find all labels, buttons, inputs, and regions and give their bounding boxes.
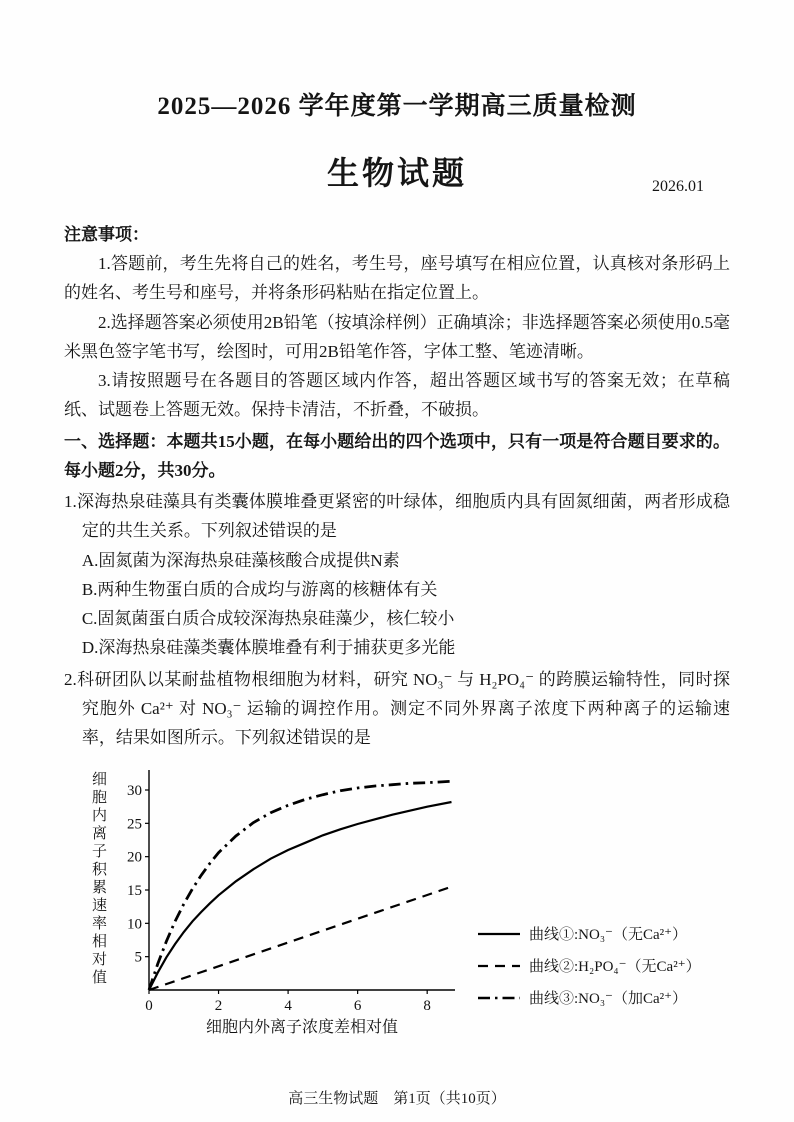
question-option-c: C.固氮菌蛋白质合成较深海热泉硅藻少，核仁较小 <box>81 609 455 629</box>
notice-item: 3.请按照题号在各题目的答题区域内作答，超出答题区域书写的答案无效；在草稿纸、试题卷上答题无效。保持卡清洁，不折叠，不破损。 <box>64 371 730 420</box>
svg-text:10: 10 <box>127 916 142 933</box>
notice-item: 1.答题前，考生先将自己的姓名，考生号，座号填写在相应位置，认真核对条形码上的姓名、考生号和座号，并将条形码粘贴在指定位置上。 <box>64 254 730 303</box>
svg-text:5: 5 <box>134 949 142 966</box>
dashed-line-icon <box>477 960 521 972</box>
legend-item-curve3 <box>477 987 701 1008</box>
legend-item-curve2 <box>477 955 701 976</box>
svg-text:30: 30 <box>127 783 142 800</box>
legend-label: 曲线②:H₂PO₄⁻（无Ca²⁺） <box>529 959 701 976</box>
solid-line-icon <box>477 928 521 940</box>
exam-date: 2026.01 <box>652 178 704 195</box>
ion-transport-chart <box>88 762 730 1038</box>
question-option-d: D.深海热泉硅藻类囊体膜堆叠有利于捕获更多光能 <box>81 638 456 658</box>
chart-y-axis-label-wrap <box>88 762 109 1038</box>
question-option-b: B.两种生物蛋白质的合成均与游离的核糖体有关 <box>81 579 438 599</box>
notice-heading: 注意事项： <box>64 225 149 244</box>
legend-label: 曲线①:NO₃⁻（无Ca²⁺） <box>529 927 688 944</box>
legend-item-curve1 <box>477 923 701 944</box>
chart-y-axis-label: 细胞内离子积累速率相对值 <box>90 771 106 988</box>
svg-text:20: 20 <box>127 849 142 866</box>
dashdot-line-icon <box>477 992 521 1004</box>
question-stem: 2.科研团队以某耐盐植物根细胞为材料，研究 NO₃⁻ 与 H₂PO₄⁻ 的跨膜运输特性，同时探究胞外 Ca²⁺ 对 NO₃⁻ 运输的调控作用。测定不同外界离子浓度下两种离子的运输速率，结果如图所示。下列叙述错误的是 <box>64 669 730 747</box>
question-2 <box>64 665 730 1039</box>
section-heading: 一、选择题：本题共15小题，在每小题给出的四个选项中，只有一项是符合题目要求的。每小题2分，共30分。 <box>64 431 730 480</box>
svg-text:4: 4 <box>284 998 292 1015</box>
notice-item: 2.选择题答案必须使用2B铅笔（按填涂样例）正确填涂；非选择题答案必须使用0.5毫米黑色签字笔书写，绘图时，可用2B铅笔作答，字体工整、笔迹清晰。 <box>64 312 730 361</box>
svg-text:25: 25 <box>127 816 142 833</box>
svg-text:细胞内外离子浓度差相对值: 细胞内外离子浓度差相对值 <box>205 1019 399 1037</box>
question-1 <box>64 487 730 662</box>
page-footer: 高三生物试题 第1页（共10页） <box>288 1091 506 1107</box>
exam-title: 2025—2026 学年度第一学期高三质量检测 <box>157 93 637 120</box>
subtitle-row <box>64 148 730 198</box>
svg-text:15: 15 <box>127 883 142 900</box>
question-stem: 1.深海热泉硅藻具有类囊体膜堆叠更紧密的叶绿体，细胞质内具有固氮细菌，两者形成稳定的共生关系。下列叙述错误的是 <box>64 492 730 541</box>
notice-section <box>64 220 730 425</box>
legend-label: 曲线③:NO₃⁻（加Ca²⁺） <box>529 991 688 1008</box>
svg-text:8: 8 <box>423 998 431 1015</box>
svg-text:2: 2 <box>214 998 223 1015</box>
question-option-a: A.固氮菌为深海热泉硅藻核酸合成提供N素 <box>81 550 400 570</box>
subject-title: 生物试题 <box>326 155 467 191</box>
line-chart <box>109 762 461 1038</box>
svg-text:0: 0 <box>145 998 153 1015</box>
chart-legend <box>477 762 701 1038</box>
svg-text:6: 6 <box>353 998 362 1015</box>
